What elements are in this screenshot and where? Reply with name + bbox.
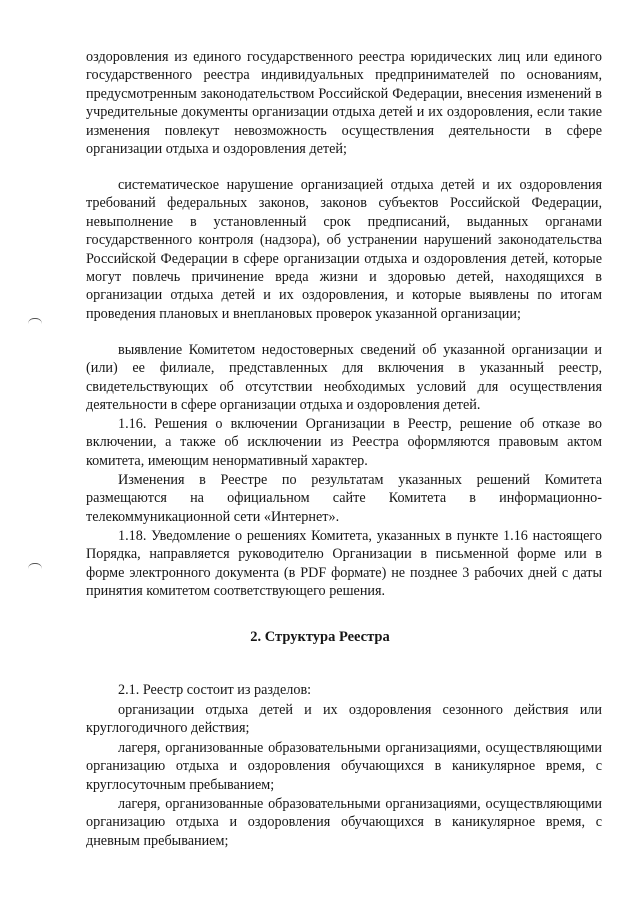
paragraph-registry-changes: Изменения в Реестре по результатам указанных решений Комитета размещаются на официальном сайте Комитета в информационно-телекоммуникационной сети «Интернет». — [86, 472, 602, 525]
paragraph-1-16: 1.16. Решения о включении Организации в Реестр, решение об отказе во включении, а также об исключении из Реестра оформляются правовым актом комитета, имеющим ненормативный характер. — [86, 416, 602, 469]
section-heading: 2. Структура Реестра — [250, 629, 390, 645]
paragraph-systematic-violation: систематическое нарушение организацией отдыха детей и их оздоровления требований федеральных законов, законов субъектов Российской Федерации, невыполнение в установленный срок предписаний, выданных органами государственного контроля (надзора), об устранении нарушений законодательства Российской Федерации в сфере организации отдыха и оздоровления детей, которые могут повлечь причинение вреда жизни и здоровью детей, находящихся в организации отдыха детей и их оздоровления, и которые выявлены по итогам проведения плановых и внеплановых проверок указанной организации; — [86, 177, 602, 322]
paragraph-2-1: 2.1. Реестр состоит из разделов: — [118, 682, 312, 698]
list-item-seasonal: организации отдыха детей и их оздоровления сезонного действия или круглогодичного действия; — [86, 702, 602, 737]
list-item-day-camps: лагеря, организованные образовательными организациями, осуществляющими организацию отдыха и оздоровления обучающихся в каникулярное время, с дневным пребыванием; — [86, 796, 602, 849]
paragraph-1-18: 1.18. Уведомление о решениях Комитета, указанных в пункте 1.16 настоящего Порядка, направляется руководителю Организации в письменной форме или в форме электронного документа (в PDF формате) не позднее 3 рабочих дней с даты принятия комитетом соответствующего решения. — [86, 528, 602, 600]
paragraph-false-information: выявление Комитетом недостоверных сведений об указанной организации и (или) ее филиале, представленных для включения в указанный реестр, свидетельствующих об отсутствии необходимых условий для осуществления деятельности в сфере организации отдыха и оздоровления детей. — [86, 342, 602, 414]
binding-hole-mark — [28, 318, 42, 324]
list-item-round-the-clock-camps: лагеря, организованные образовательными организациями, осуществляющими организацию отдыха и оздоровления обучающихся в каникулярное время, с круглосуточным пребыванием; — [86, 740, 602, 793]
binding-hole-mark — [28, 563, 42, 569]
paragraph-exclusion-grounds-end: оздоровления из единого государственного реестра юридических лиц или единого государственного реестра индивидуальных предпринимателей по основаниям, предусмотренным законодательством Российской Федерации, внесения изменений в учредительные документы организации отдыха детей и их оздоровления, если такие изменения повлекут невозможность осуществления деятельности в сфере организации отдыха и оздоровления детей; — [86, 49, 602, 158]
